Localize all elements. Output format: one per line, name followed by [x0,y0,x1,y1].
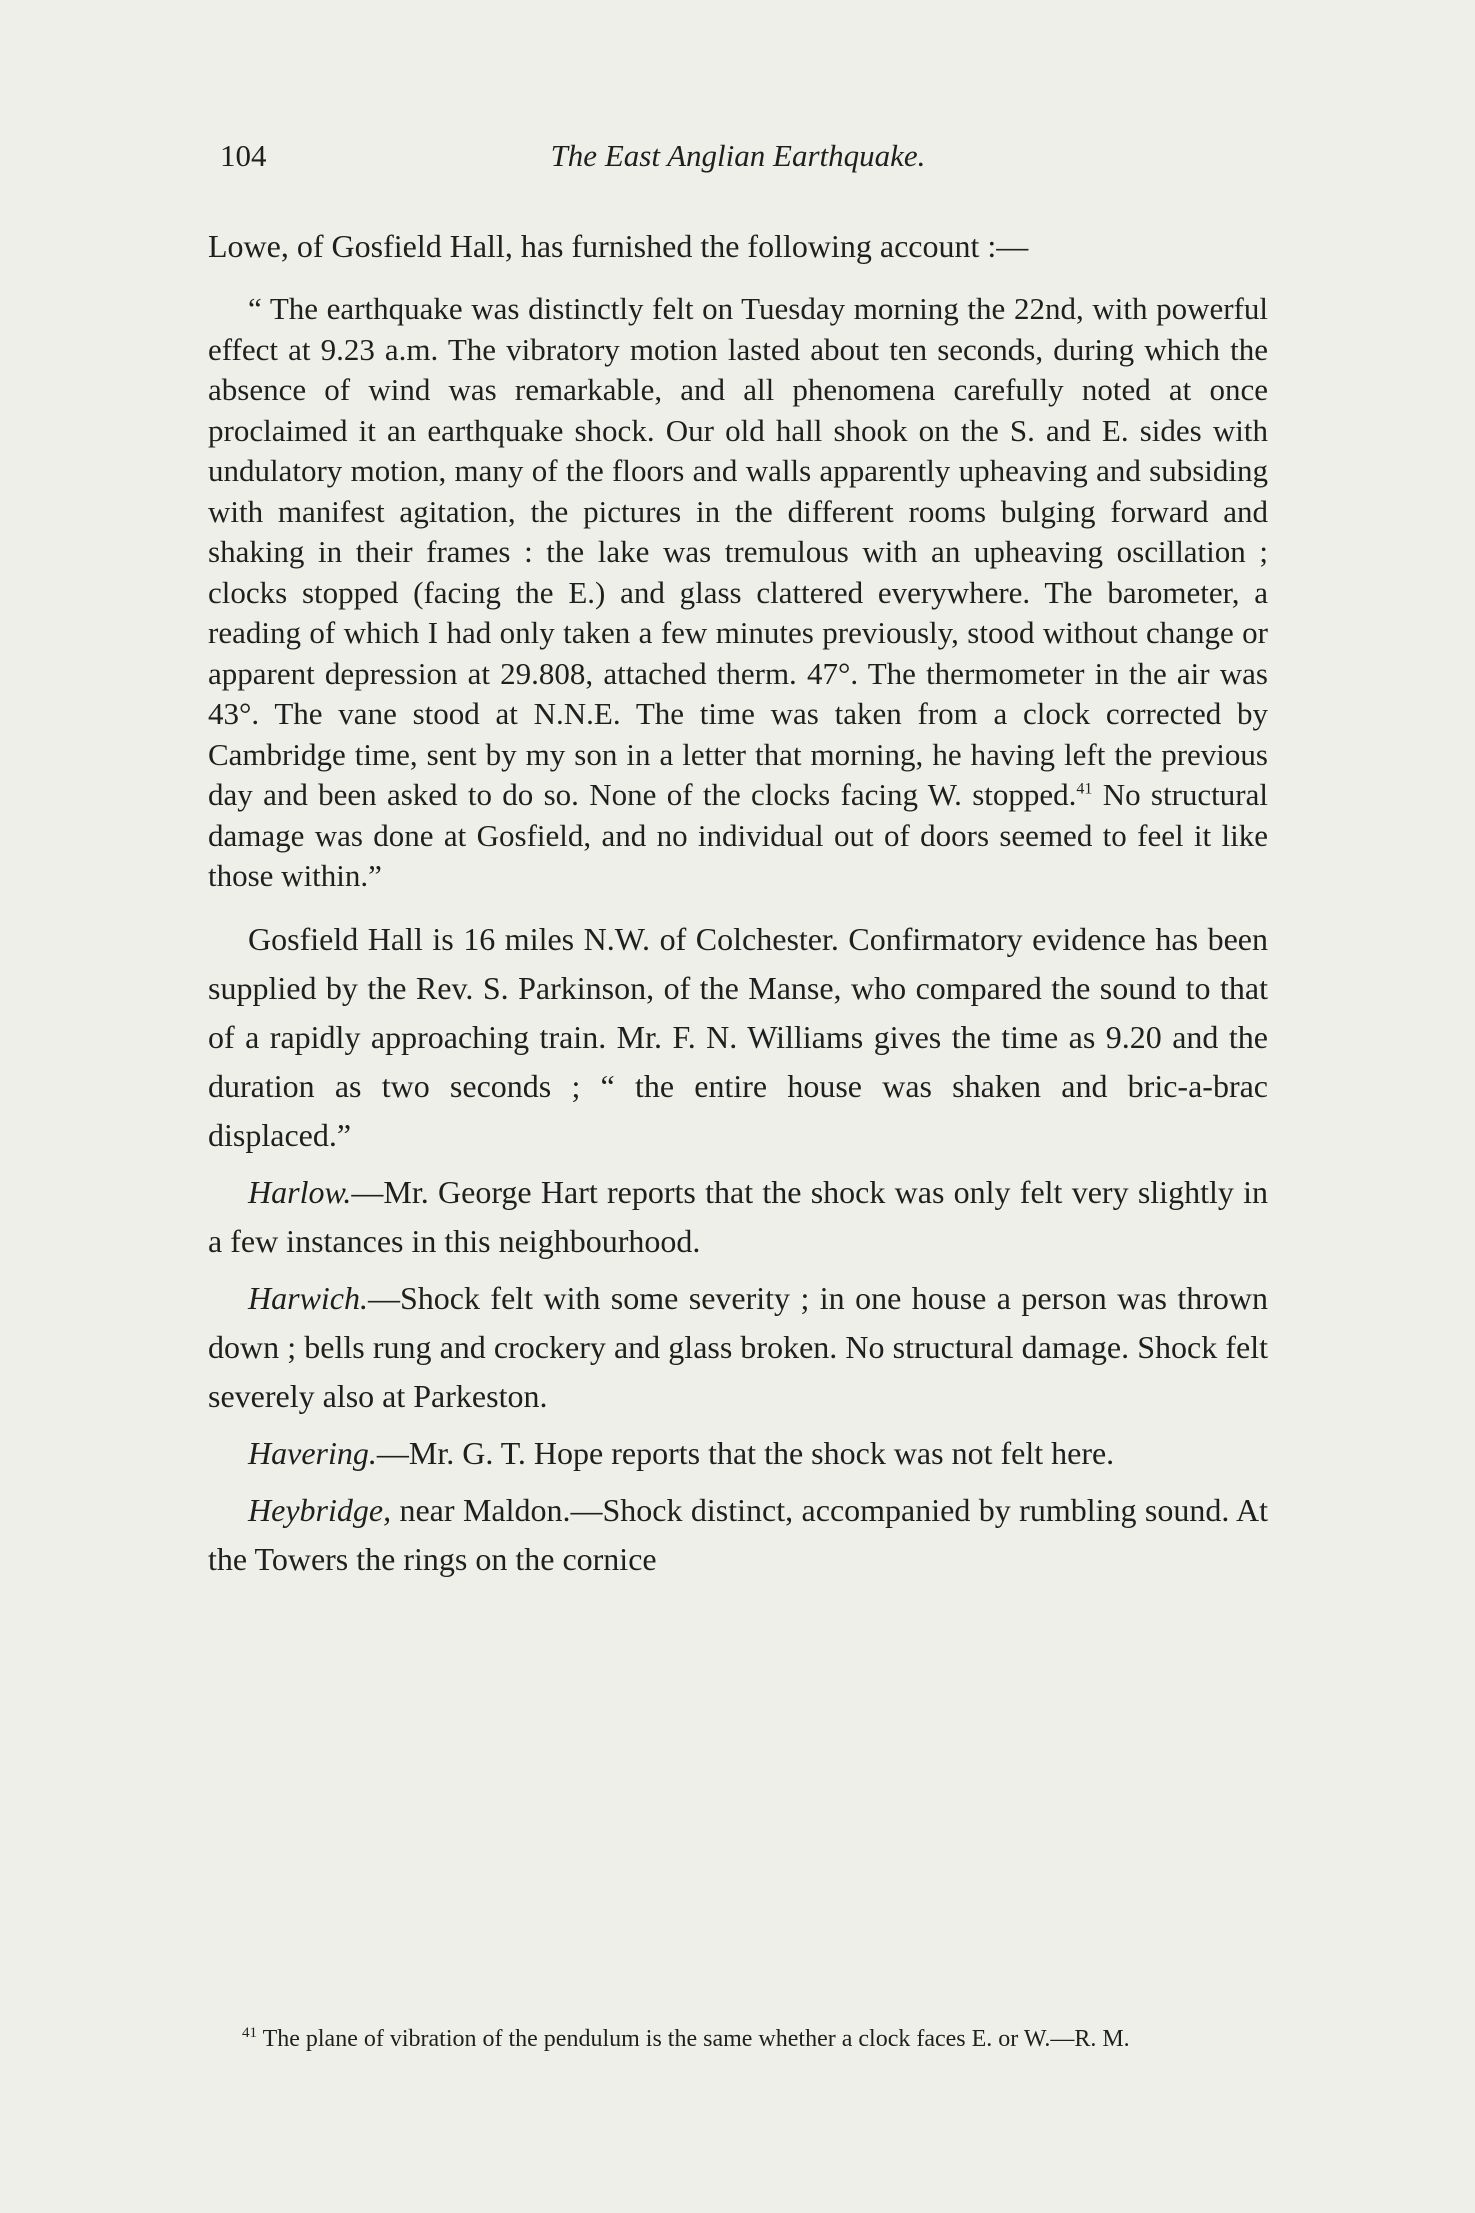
quote-text: “ The earthquake was distinctly felt on Tuesday morning the 22nd, with powerful effect at 9.23 a.m. The vibratory motion lasted about ten seconds, during which the absence of wind was remarkable, and all phenomena carefully noted at once proclaimed it an earthquake shock. Our old hall shook on the S. and E. sides with undulatory motion, many of the floors and walls apparently upheaving and subsiding with manifest agitation, the pictures in the different rooms bulging forward and shaking in their frames : the lake was tremulous with an upheaving oscillation ; clocks stopped (facing the E.) and glass clattered everywhere. The barometer, a reading of which I had only taken a few minutes previously, stood without change or apparent depression at 29.808, attached therm. 47°. The thermometer in the air was 43°. The vane stood at N.N.E. The time was taken from a clock corrected by Cambridge time, sent by my son in a letter that morning, he having left the previous day and been asked to do so. None of the clocks facing W. stopped. [208,291,1268,812]
paragraph-gosfield-hall: Gosfield Hall is 16 miles N.W. of Colchester. Confirmatory evidence has been supplied by the Rev. S. Parkinson, of the Manse, who compared the sound to that of a rapidly approaching train. Mr. F. N. Williams gives the time as 9.20 and the duration as two seconds ; “ the entire house was shaken and bric-a-brac displaced.” [208,920,1268,1153]
body-text [208,222,1268,1584]
entry-heybridge [208,1486,1268,1584]
page-header [208,138,1268,188]
entry-havering [208,1429,1268,1478]
paragraph-lowe-account: Lowe, of Gosfield Hall, has furnished the following account :— [208,228,1029,264]
running-title: The East Anglian Earthquake. [550,138,926,173]
entry-text: near Maldon.—Shock distinct, accompanied by rumbling sound. At the Towers the rings on the cornice [208,1491,1268,1577]
quoted-account [208,289,1268,897]
place-name: Heybridge, [248,1491,392,1528]
place-name: Harwich. [248,1279,368,1316]
place-name: Havering. [248,1434,377,1471]
footnote-text: The plane of vibration of the pendulum is the same whether a clock faces E. or W.—R. M. [257,2026,1130,2052]
page-number: 104 [220,138,267,173]
entry-text: —Mr. George Hart reports that the shock was only felt very slightly in a few instances in this neighbourhood. [208,1173,1268,1259]
footnote-reference: 41 [1076,780,1093,798]
entry-harwich [208,1274,1268,1421]
place-name: Harlow. [248,1173,352,1210]
entry-text: —Shock felt with some severity ; in one house a person was thrown down ; bells rung and crockery and glass broken. No structural damage. Shock felt severely also at Parkeston. [208,1279,1268,1414]
entry-harlow [208,1168,1268,1266]
footnote [208,2022,1268,2056]
footnote-mark: 41 [242,2025,257,2041]
quote-tail: No structural damage was done at Gosfield, and no individual out of doors seemed to feel it like those within.” [208,777,1268,893]
entry-text: —Mr. G. T. Hope reports that the shock was not felt here. [376,1434,1115,1471]
